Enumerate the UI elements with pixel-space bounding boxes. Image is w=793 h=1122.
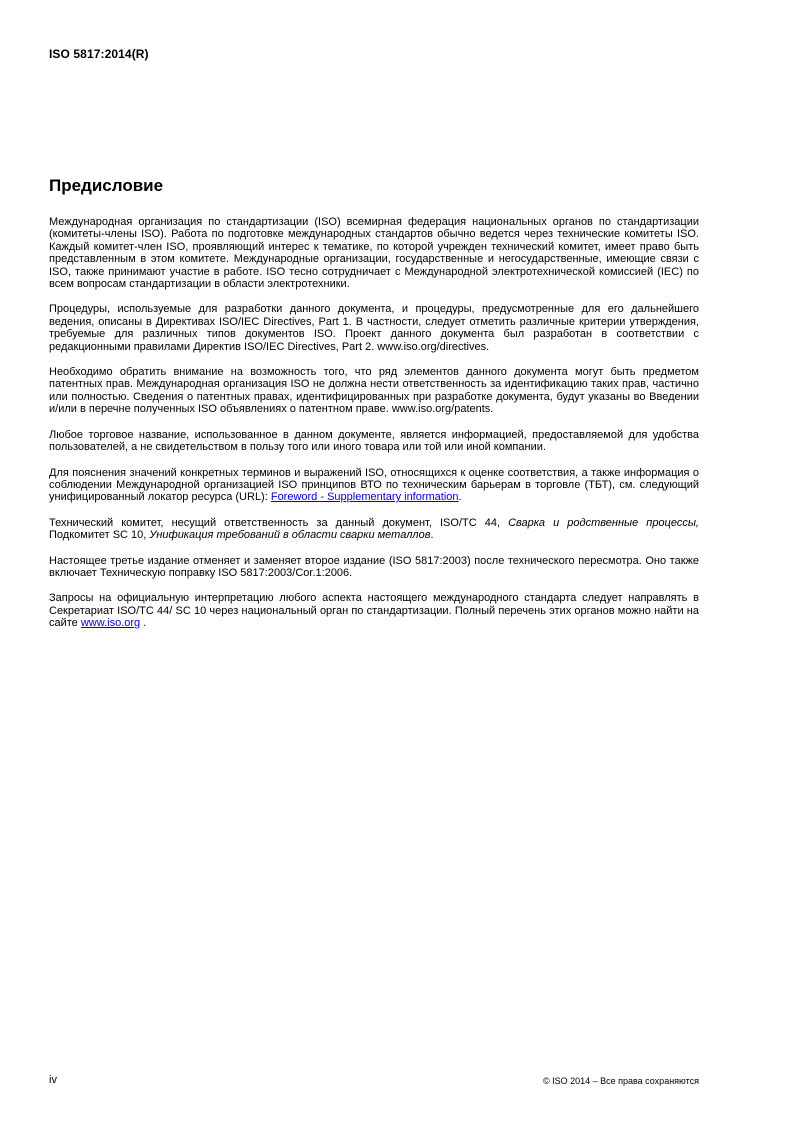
subcommittee-title: Унификация требований в области сварки металлов — [149, 529, 431, 542]
paragraph-requests-end: . — [140, 617, 147, 630]
paragraph-conformity-text: Для пояснения значений конкретных терминов и выражений ISO, относящихся к оценке соответствия, а также информация о соблюдении Международной организацией ISO принципов ВТО по техническим барьерам в торговле (ТБТ), см. следующий унифицированный локатор ресурса (URL): — [49, 466, 699, 504]
paragraph-committee — [49, 517, 699, 542]
paragraph-conformity — [49, 467, 699, 504]
paragraph-trade-names: Любое торговое название, использованное в данном документе, является информацией, предоставляемой для удобства пользователей, а не свидетельством в пользу того или иного товара или той или иной компании. — [49, 428, 699, 454]
committee-text-3: . — [430, 529, 434, 542]
paragraph-requests-text: Запросы на официальную интерпретацию любого аспекта настоящего международного стандарта следует направлять в Секретариат ISO/TC 44/ SC 10 через национальный орган по стандартизации. Полный перечень этих органов можно найти на сайте — [49, 592, 699, 630]
paragraph-patents: Необходимо обратить внимание на возможность того, что ряд элементов данного документа могут быть предметом патентных прав. Международная организация ISO не должна нести ответственность за идентификацию таких прав, частично или полностью. Сведения о патентных правах, идентифицированных при разработке документа, будут указаны во Введении и/или в перечне полученных ISO объявлениях о патентном праве. www.iso.org/patents. — [49, 366, 699, 416]
foreword-supplementary-link[interactable]: Foreword - Supplementary information — [270, 491, 459, 504]
copyright-notice: © ISO 2014 – Все права сохраняются — [542, 1076, 699, 1086]
section-title: Предисловие — [49, 176, 164, 195]
page-number: iv — [49, 1074, 57, 1086]
paragraph-iso-organization: Международная организация по стандартизации (ISO) всемирная федерация национальных органов по стандартизации (комитеты-члены ISO). Работа по подготовке международных стандартов обычно ведется через технические комитеты ISO. Каждый комитет-член ISO, проявляющий интерес к тематике, по которой учрежден технический комитет, имеет право быть представленным в этом комитете. Международные организации, государственные и негосударственные, имеющие связи с ISO, также принимают участие в работе. ISO тесно сотрудничает с Международной электротехнической комиссией (IEC) по всем вопросам стандартизации в области электротехники. — [49, 216, 699, 291]
document-id: ISO 5817:2014(R) — [49, 47, 149, 61]
iso-website-link[interactable]: www.iso.org — [80, 617, 141, 630]
committee-text-1: Технический комитет, несущий ответственность за данный документ, ISO/TC 44, — [49, 516, 509, 529]
paragraph-conformity-end: . — [458, 491, 462, 504]
paragraph-procedures: Процедуры, используемые для разработки данного документа, и процедуры, предусмотренные для его дальнейшего ведения, описаны в Директивах ISO/IEC Directives, Part 1. В частности, следует отметить различные критерии утверждения, требуемые для различных типов документов ISO. Проект данного документа был разработан в соответствии с редакционными правилами Директив ISO/IEC Directives, Part 2. www.iso.org/directives. — [49, 303, 699, 353]
committee-title: Сварка и родственные процессы, — [508, 516, 699, 529]
paragraph-edition: Настоящее третье издание отменяет и заменяет второе издание (ISO 5817:2003) после технического пересмотра. Оно также включает Техническую поправку ISO 5817:2003/Cor.1:2006. — [49, 554, 699, 579]
foreword-body — [49, 216, 699, 643]
paragraph-requests — [49, 592, 699, 629]
committee-text-2: Подкомитет SC 10, — [49, 529, 150, 542]
